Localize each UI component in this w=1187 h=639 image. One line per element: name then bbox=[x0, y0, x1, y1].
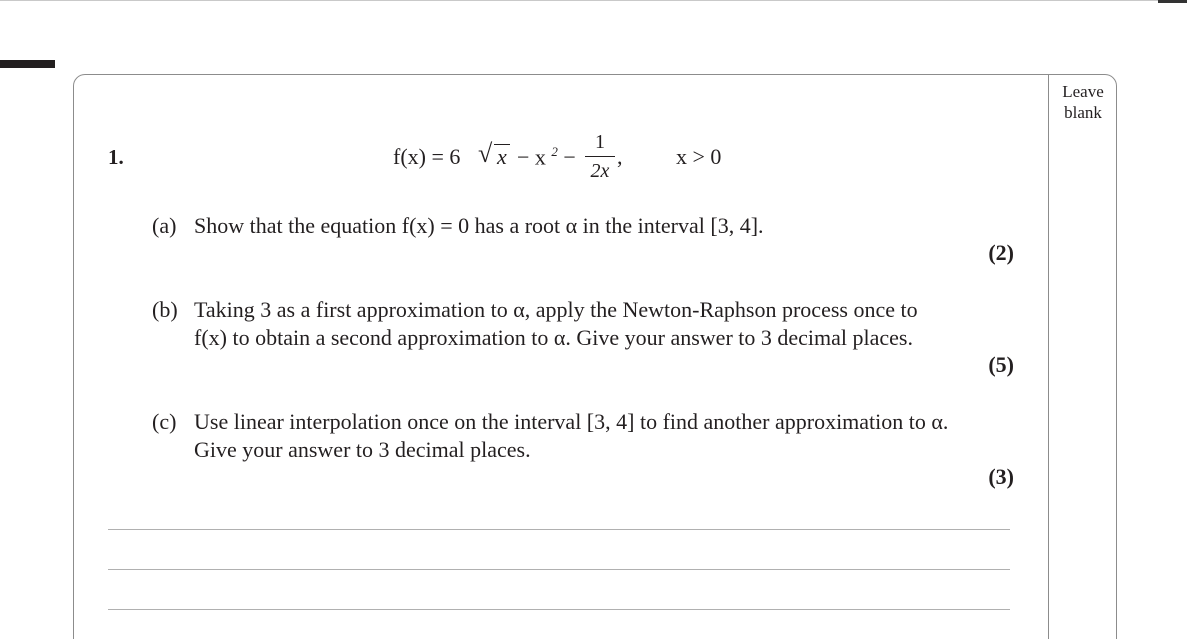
fraction-bar bbox=[585, 156, 615, 157]
part-b-marks: (5) bbox=[988, 352, 1014, 377]
fraction-denominator: 2x bbox=[590, 160, 610, 183]
part-a-marks: (2) bbox=[988, 240, 1014, 265]
part-b-text-line1: Taking 3 as a first approximation to α, apply the Newton-Raphson process once to bbox=[194, 297, 918, 322]
part-a-text: Show that the equation f(x) = 0 has a root α in the interval [3, 4]. bbox=[194, 213, 764, 238]
answer-line[interactable] bbox=[108, 609, 1010, 610]
part-c-text-line2: Give your answer to 3 decimal places. bbox=[194, 437, 531, 462]
question-number: 1. bbox=[108, 145, 124, 169]
fraction-numerator: 1 bbox=[595, 131, 605, 153]
formula-radicand: x bbox=[494, 144, 510, 169]
square-root-icon: √ bbox=[478, 139, 493, 168]
formula-comma: , bbox=[617, 144, 623, 169]
leave-blank-line-1: Leave bbox=[1062, 82, 1104, 101]
answer-line[interactable] bbox=[108, 529, 1010, 530]
domain-condition: x > 0 bbox=[676, 144, 722, 169]
part-c-label: (c) bbox=[152, 409, 177, 434]
part-c bbox=[152, 408, 948, 436]
top-rule bbox=[0, 0, 1187, 1]
part-b-text-line2: f(x) to obtain a second approximation to α. Give your answer to 3 decimal places. bbox=[194, 325, 913, 350]
part-a-label: (a) bbox=[152, 213, 177, 238]
margin-divider bbox=[1048, 75, 1049, 639]
formula-fraction bbox=[585, 130, 615, 183]
leave-blank-label bbox=[1050, 81, 1116, 123]
part-c-marks: (3) bbox=[988, 464, 1014, 489]
part-c-text-line1: Use linear interpolation once on the interval [3, 4] to find another approximation to α. bbox=[194, 409, 949, 434]
leave-blank-line-2: blank bbox=[1064, 103, 1102, 122]
part-b-label: (b) bbox=[152, 297, 178, 322]
part-a bbox=[152, 212, 764, 240]
formula-lhs: f(x) = 6 bbox=[393, 144, 461, 169]
margin-bar bbox=[0, 60, 55, 68]
corner-mark bbox=[1158, 0, 1187, 3]
answer-line[interactable] bbox=[108, 569, 1010, 570]
part-b bbox=[152, 296, 918, 324]
formula-middle: − x $^2$ − bbox=[517, 144, 576, 170]
